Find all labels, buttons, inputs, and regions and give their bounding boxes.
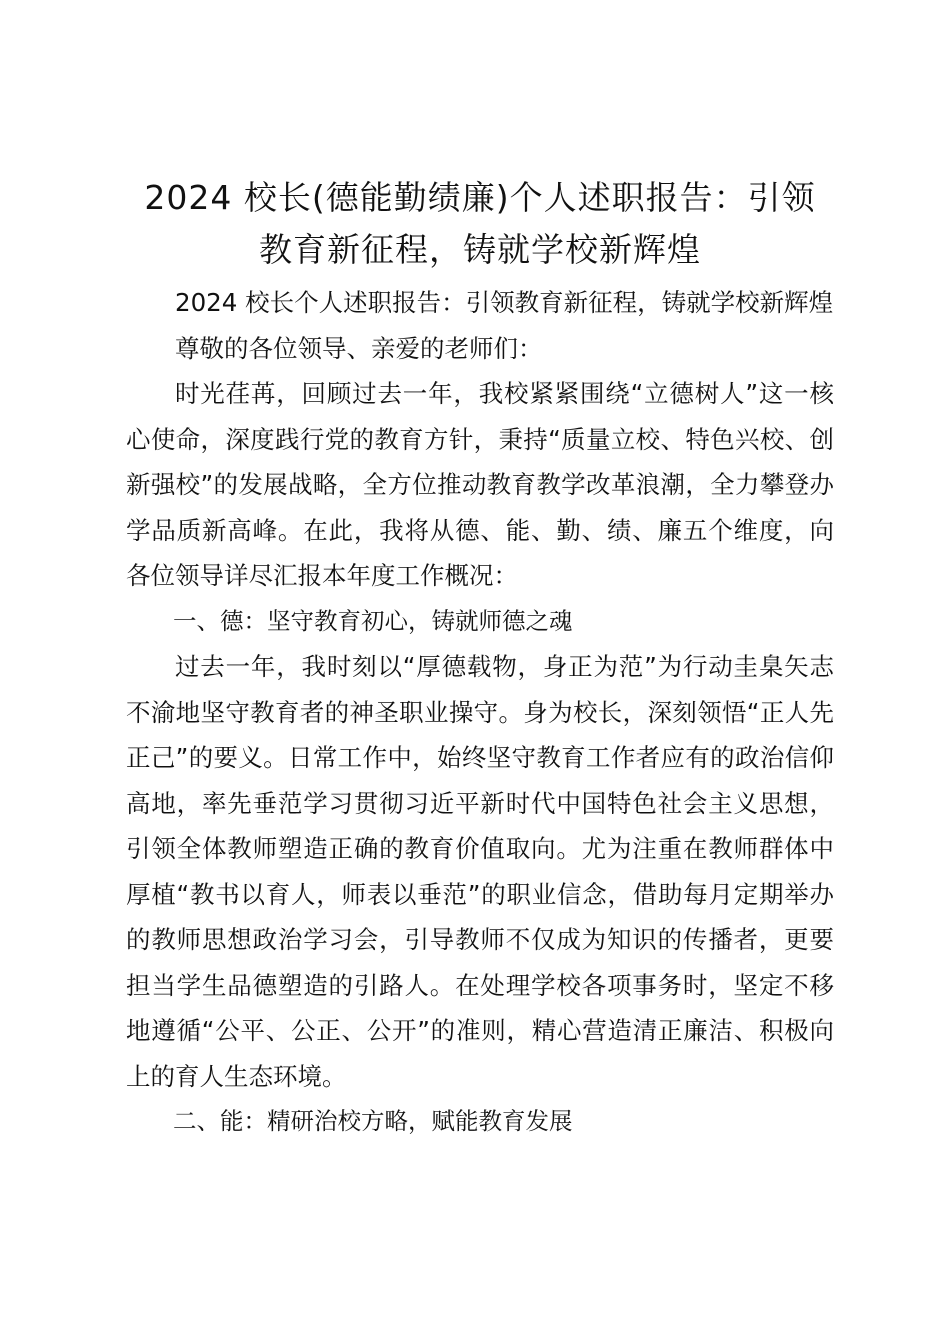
document-body <box>126 280 834 1145</box>
title-line-2: 教育新征程，铸就学校新辉煌 <box>259 230 701 269</box>
greeting-paragraph: 尊敬的各位领导、亲爱的老师们： <box>175 333 543 363</box>
subtitle-paragraph: 2024 校长个人述职报告：引领教育新征程，铸就学校新辉煌 <box>175 288 834 317</box>
section-1-paragraph: 过去一年，我时刻以“厚德载物，身正为范”为行动圭臬矢志不渝地坚守教育者的神圣职业操守。身为校长，深刻领悟“正人先正己”的要义。日常工作中，始终坚守教育工作者应有的政治信仰高地，率先垂范学习贯彻习近平新时代中国特色社会主义思想，引领全体教师塑造正确的教育价值取向。尤为注重在教师群体中厚植“教书以育人，师表以垂范”的职业信念，借助每月定期举办的教师思想政治学习会，引导教师不仅成为知识的传播者，更要担当学生品德塑造的引路人。在处理学校各项事务时，坚定不移地遵循“公平、公正、公开”的准则，精心营造清正廉洁、积极向上的育人生态环境。 <box>126 652 834 1091</box>
title-line-1: 2024 校长(德能勤绩廉)个人述职报告：引领 <box>144 178 816 217</box>
document-title <box>120 172 840 276</box>
section-1-heading: 一、德：坚守教育初心，铸就师德之魂 <box>173 606 573 635</box>
section-2-heading: 二、能：精研治校方略，赋能教育发展 <box>173 1107 573 1135</box>
intro-paragraph: 时光荏苒，回顾过去一年，我校紧紧围绕“立德树人”这一核心使命，深度践行党的教育方针，秉持“质量立校、特色兴校、创新强校”的发展战略，全方位推动教育教学改革浪潮，全力攀登办学品质新高峰。在此，我将从德、能、勤、绩、廉五个维度，向各位领导详尽汇报本年度工作概况： <box>126 379 834 590</box>
